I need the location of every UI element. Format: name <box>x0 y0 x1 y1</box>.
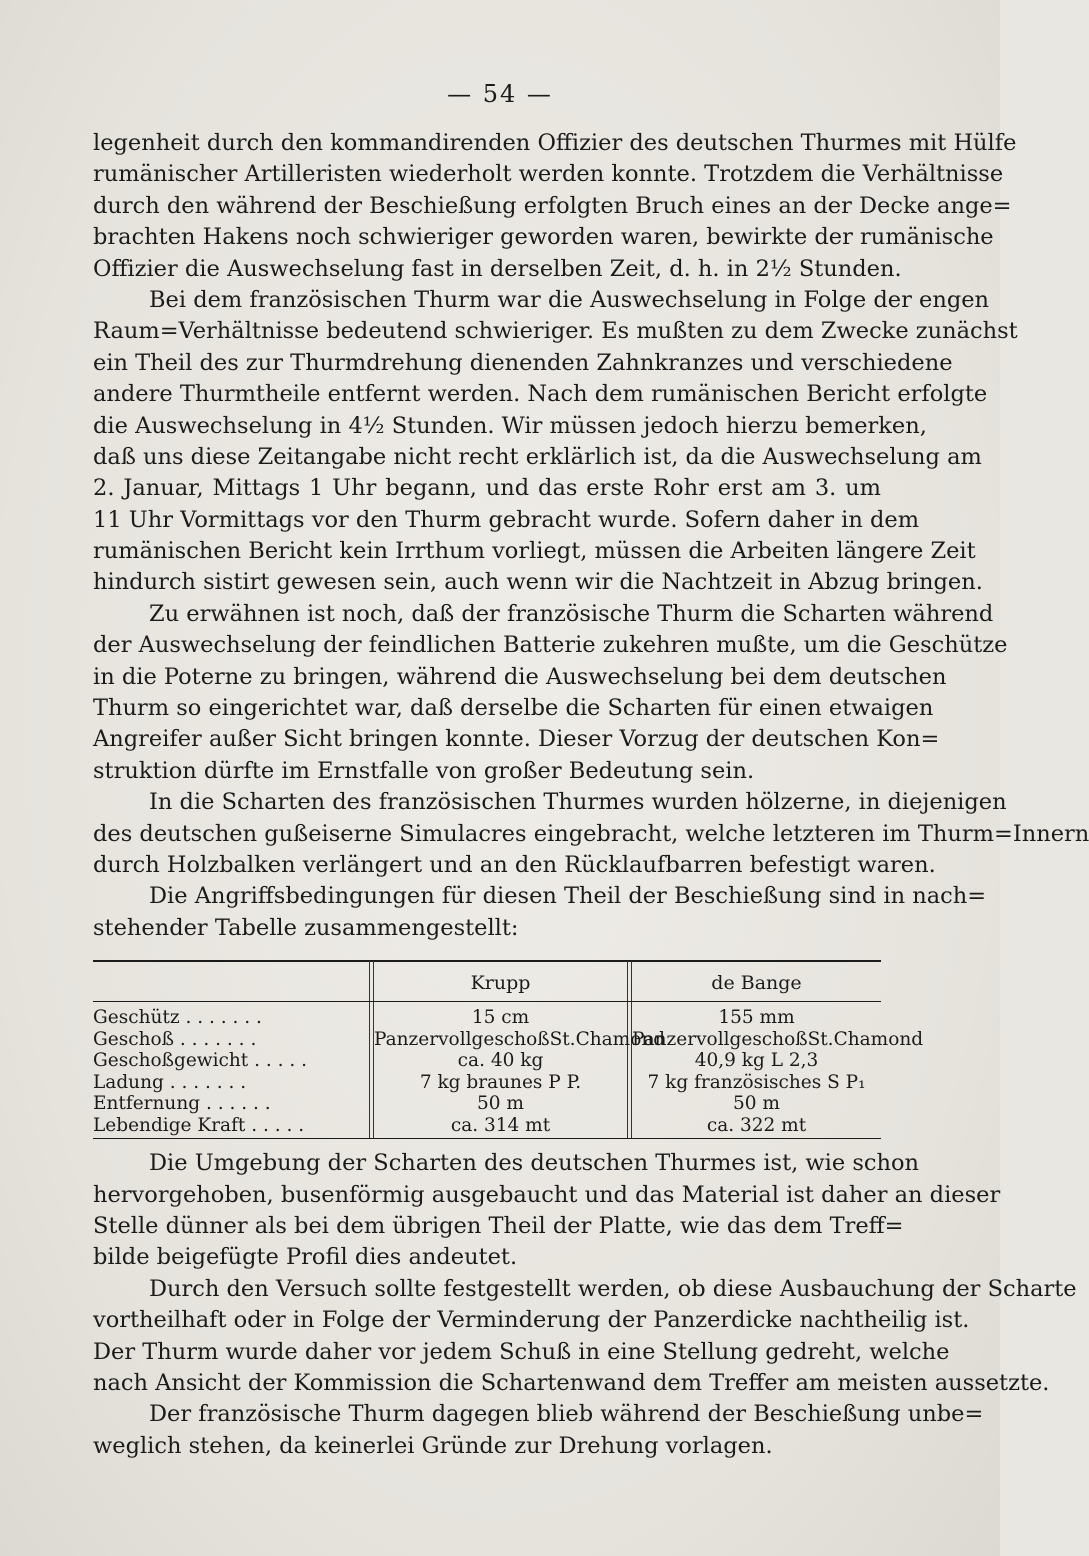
cell-krupp: 7 kg braunes P P. <box>419 1071 582 1093</box>
text-line: hervorgehoben, busenförmig ausgebaucht und das Material ist daher an dieser <box>93 1181 1001 1208</box>
text-block-bottom <box>93 1148 1077 1462</box>
text-line: daß uns diese Zeitangabe nicht recht erklärlich ist, da die Auswechselung am <box>93 443 982 470</box>
table-row <box>93 1073 881 1093</box>
row-label: Ladung . . . . . . . <box>93 1071 247 1093</box>
table-rule-bottom <box>93 1138 881 1139</box>
text-line: der Auswechselung der feindlichen Batterie zukehren mußte, um die Geschütze <box>93 632 1008 659</box>
row-label: Lebendige Kraft . . . . . <box>93 1114 305 1136</box>
text-line: 2. Januar, Mittags 1 Uhr begann, und das erste Rohr erst am 3. um <box>93 475 881 502</box>
cell-debange: 7 kg französisches S P₁ <box>647 1071 866 1093</box>
text-line: In die Scharten des französischen Thurmes wurden hölzerne, in diejenigen <box>149 789 1007 816</box>
text-line: Durch den Versuch sollte festgestellt werden, ob diese Ausbauchung der Scharte <box>149 1275 1077 1302</box>
text-line: Stelle dünner als bei dem übrigen Theil der Platte, wie das dem Treff= <box>93 1212 904 1239</box>
text-line: bilde beigefügte Profil dies andeutet. <box>93 1244 518 1271</box>
cell-debange: 155 mm <box>718 1007 795 1029</box>
text-line: Angreifer außer Sicht bringen konnte. Dieser Vorzug der deutschen Kon= <box>93 726 940 753</box>
text-line: Die Umgebung der Scharten des deutschen Thurmes ist, wie schon <box>149 1150 920 1177</box>
cell-debange: ca. 322 mt <box>706 1114 807 1136</box>
cell-debange: 50 m <box>733 1093 780 1115</box>
text-line: rumänischer Artilleristen wiederholt werden konnte. Trotzdem die Verhältnisse <box>93 161 1004 188</box>
text-line: brachten Hakens noch schwieriger geworden waren, bewirkte der rumänische <box>93 224 994 251</box>
text-line: Thurm so eingerichtet war, daß derselbe die Scharten für einen etwaigen <box>93 695 934 722</box>
table-row <box>93 1116 881 1136</box>
cell-debange: PanzervollgeschoßSt.Chamond <box>632 1028 924 1050</box>
cell-krupp: ca. 40 kg <box>457 1050 544 1072</box>
column-header-krupp: Krupp <box>470 972 531 995</box>
text-line: Zu erwähnen ist noch, daß der französische Thurm die Scharten während <box>149 600 994 627</box>
cell-krupp: 15 cm <box>471 1007 530 1029</box>
text-line: durch den während der Beschießung erfolgten Bruch eines an der Decke ange= <box>93 192 1012 219</box>
column-header-debange: de Bange <box>711 972 802 995</box>
cell-krupp: ca. 314 mt <box>450 1114 551 1136</box>
text-line: legenheit durch den kommandirenden Offizier des deutschen Thurmes mit Hülfe <box>93 130 1017 156</box>
text-line: hindurch sistirt gewesen sein, auch wenn wir die Nachtzeit in Abzug bringen. <box>93 569 983 596</box>
text-line: stehender Tabelle zusammengestellt: <box>93 914 519 941</box>
cell-krupp: PanzervollgeschoßSt.Chamond <box>374 1028 666 1050</box>
text-line: rumänischen Bericht kein Irrthum vorliegt, müssen die Arbeiten längere Zeit <box>93 538 976 565</box>
conditions-table <box>93 948 924 1148</box>
text-line: des deutschen gußeiserne Simulacres eingebracht, welche letzteren im Thurm=Innern <box>93 820 1089 847</box>
text-line: Bei dem französischen Thurm war die Auswechselung in Folge der engen <box>149 286 990 313</box>
text-line: ein Theil des zur Thurmdrehung dienenden Zahnkranzes und verschiedene <box>93 349 953 376</box>
text-line: 11 Uhr Vormittags vor den Thurm gebracht wurde. Sofern daher in dem <box>93 506 920 533</box>
text-line: in die Poterne zu bringen, während die Auswechselung bei dem deutschen <box>93 663 947 690</box>
text-line: Der Thurm wurde daher vor jedem Schuß in eine Stellung gedreht, welche <box>93 1338 950 1365</box>
text-line: Der französische Thurm dagegen blieb während der Beschießung unbe= <box>149 1401 984 1428</box>
cell-krupp: 50 m <box>477 1093 524 1115</box>
row-label: Entfernung . . . . . . <box>93 1093 271 1115</box>
text-line: vortheilhaft oder in Folge der Verminderung der Panzerdicke nachtheilig ist. <box>93 1307 970 1334</box>
text-line: struktion dürfte im Ernstfalle von großer Bedeutung sein. <box>93 757 755 784</box>
table-rule-top <box>93 960 881 962</box>
table-row <box>93 1028 924 1050</box>
text-line: weglich stehen, da keinerlei Gründe zur Drehung vorlagen. <box>93 1432 773 1459</box>
text-line: Die Angriffsbedingungen für diesen Theil der Beschießung sind in nach= <box>149 883 987 910</box>
text-line: Raum=Verhältnisse bedeutend schwieriger. Es mußten zu dem Zwecke zunächst <box>93 318 1018 345</box>
table-row <box>93 1094 881 1114</box>
text-line: durch Holzbalken verlängert und an den Rücklaufbarren befestigt waren. <box>93 851 936 878</box>
page-number: — 54 — <box>447 80 553 108</box>
table-rule-header <box>93 1001 881 1002</box>
body-text <box>93 128 1089 1462</box>
text-line: die Auswechselung in 4½ Stunden. Wir müssen jedoch hierzu bemerken, <box>93 412 927 439</box>
text-line: Offizier die Auswechselung fast in derselben Zeit, d. h. in 2½ Stunden. <box>93 255 902 282</box>
text-line: andere Thurmtheile entfernt werden. Nach dem rumänischen Bericht erfolgte <box>93 381 988 408</box>
row-label: Geschoßgewicht . . . . . <box>93 1050 308 1072</box>
cell-debange: 40,9 kg L 2,3 <box>694 1050 819 1072</box>
table-row <box>93 1008 881 1028</box>
table-row <box>93 1051 881 1071</box>
text-block-top <box>93 128 1089 944</box>
text-line: nach Ansicht der Kommission die Schartenwand dem Treffer am meisten aussetzte. <box>93 1369 1050 1396</box>
row-label: Geschütz . . . . . . . <box>93 1007 262 1029</box>
row-label: Geschoß . . . . . . . <box>93 1028 257 1050</box>
